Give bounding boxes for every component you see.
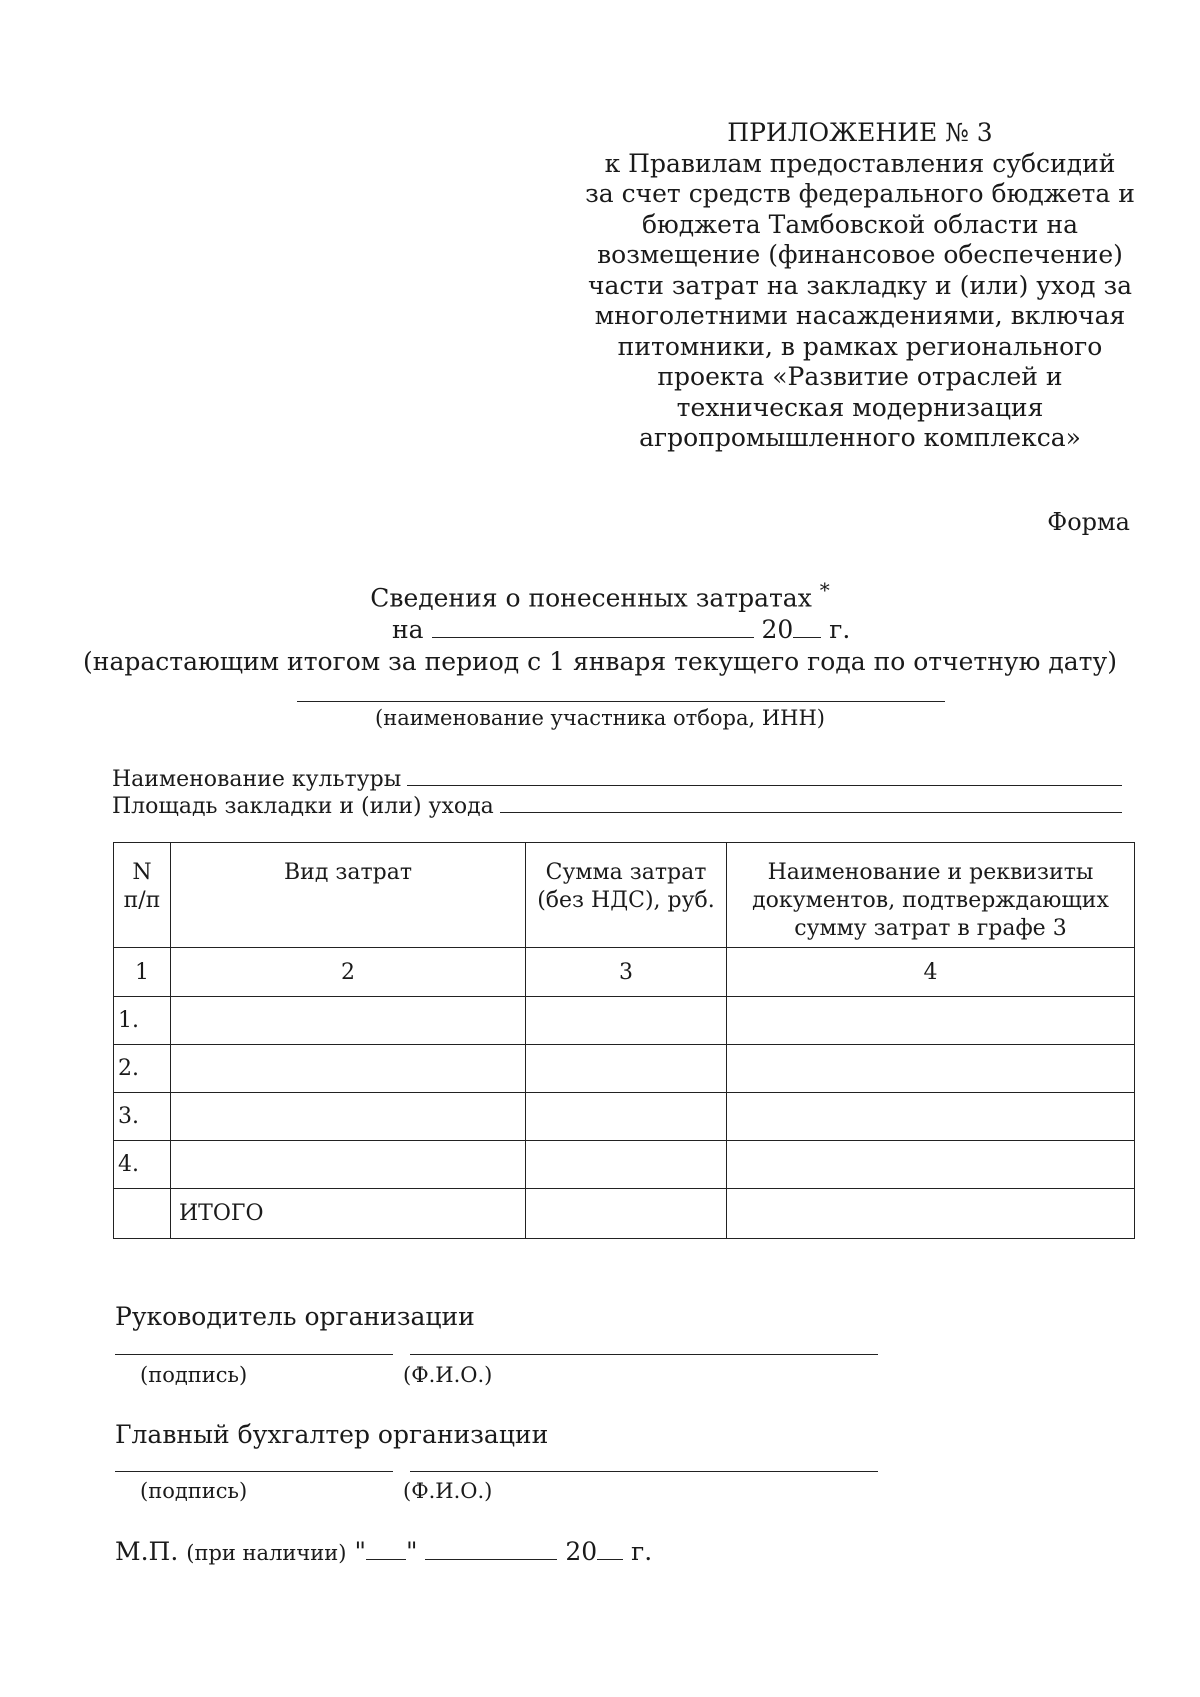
name-caption: (Ф.И.О.)	[403, 1479, 493, 1503]
date-blank[interactable]	[432, 613, 754, 638]
signature-caption: (подпись)	[140, 1479, 248, 1503]
stamp-year-blank[interactable]	[597, 1535, 623, 1560]
stamp-year-suffix: г.	[631, 1537, 653, 1566]
year-blank[interactable]	[793, 613, 821, 638]
header-cost-sum: Сумма затрат (без НДС), руб.	[526, 843, 727, 948]
table-header-row	[114, 843, 1135, 948]
period-note: (нарастающим итогом за период с 1 января текущего года по отчетную дату)	[83, 647, 1117, 676]
name-caption: (Ф.И.О.)	[403, 1363, 493, 1387]
date-suffix: г.	[829, 615, 851, 644]
appendix-line: ПРИЛОЖЕНИЕ № 3	[727, 118, 993, 147]
head-name-blank[interactable]	[410, 1354, 878, 1355]
row-number: 3.	[114, 1093, 171, 1141]
appendix-line: части затрат на закладку и (или) уход за	[587, 270, 1133, 300]
documents-cell[interactable]	[727, 1045, 1135, 1093]
cost-sum-cell[interactable]	[526, 1141, 727, 1189]
date-year: 20	[761, 615, 794, 644]
documents-cell[interactable]	[727, 1141, 1135, 1189]
culture-field	[112, 765, 1122, 792]
participant-blank[interactable]	[297, 701, 945, 702]
accountant-name-blank[interactable]	[410, 1471, 878, 1472]
footnote-star: *	[819, 578, 830, 602]
form-label: Форма	[1047, 508, 1130, 536]
date-prefix: на	[392, 615, 424, 644]
row-number: 4.	[114, 1141, 171, 1189]
quote-open: "	[354, 1537, 366, 1566]
stamp-mp: М.П.	[115, 1537, 179, 1566]
documents-cell[interactable]	[727, 997, 1135, 1045]
head-signature-blank[interactable]	[115, 1354, 393, 1355]
appendix-header	[580, 118, 1140, 454]
appendix-line: агропромышленного комплекса»	[639, 423, 1081, 452]
day-blank[interactable]	[366, 1535, 406, 1560]
cost-type-cell[interactable]	[171, 1045, 526, 1093]
cost-sum-cell[interactable]	[526, 1045, 727, 1093]
document-title	[0, 578, 1200, 612]
signature-caption: (подпись)	[140, 1363, 248, 1387]
area-blank[interactable]	[500, 792, 1122, 813]
total-sum-cell[interactable]	[526, 1189, 727, 1239]
area-field	[112, 792, 1122, 819]
appendix-line: за счет средств федерального бюджета и	[585, 179, 1135, 208]
total-label: ИТОГО	[171, 1189, 526, 1239]
accountant-signature-blank[interactable]	[115, 1471, 393, 1472]
row-number: 1.	[114, 997, 171, 1045]
header-documents: Наименование и реквизиты документов, подтверждающих сумму затрат в графе 3	[727, 843, 1135, 948]
cost-sum-cell[interactable]	[526, 997, 727, 1045]
accountant-signature-title: Главный бухгалтер организации	[115, 1420, 549, 1449]
table-row	[114, 1141, 1135, 1189]
head-signature-title: Руководитель организации	[115, 1302, 475, 1331]
table-row	[114, 1093, 1135, 1141]
cost-type-cell[interactable]	[171, 997, 526, 1045]
report-date-line	[392, 613, 850, 644]
total-documents-cell[interactable]	[727, 1189, 1135, 1239]
cost-sum-cell[interactable]	[526, 1093, 727, 1141]
row-number: 2.	[114, 1045, 171, 1093]
cost-type-cell[interactable]	[171, 1093, 526, 1141]
stamp-if-any: (при наличии)	[186, 1541, 347, 1565]
stamp-date-line	[115, 1535, 652, 1566]
table-row	[114, 997, 1135, 1045]
cost-type-cell[interactable]	[171, 1141, 526, 1189]
documents-cell[interactable]	[727, 1093, 1135, 1141]
costs-table	[113, 842, 1135, 1239]
culture-label: Наименование культуры	[112, 767, 402, 792]
area-label: Площадь закладки и (или) ухода	[112, 794, 494, 819]
appendix-line: питомники, в рамках регионального	[617, 331, 1103, 361]
month-blank[interactable]	[425, 1535, 557, 1560]
stamp-year-prefix: 20	[565, 1537, 598, 1566]
total-empty-cell	[114, 1189, 171, 1239]
column-number-row	[114, 948, 1135, 997]
appendix-line: многолетними насаждениями, включая	[594, 301, 1126, 330]
appendix-line: возмещение (финансовое обеспечение)	[597, 240, 1123, 269]
participant-caption: (наименование участника отбора, ИНН)	[375, 706, 825, 730]
title-text: Сведения о понесенных затратах	[370, 583, 812, 613]
appendix-line: к Правилам предоставления субсидий	[604, 148, 1116, 178]
appendix-line: техническая модернизация	[676, 392, 1044, 422]
appendix-line: проекта «Развитие отраслей и	[657, 362, 1063, 391]
header-cost-type: Вид затрат	[171, 843, 526, 948]
quote-close: "	[405, 1537, 418, 1566]
appendix-line: бюджета Тамбовской области на	[641, 209, 1079, 239]
column-number: 3	[526, 948, 727, 997]
total-row	[114, 1189, 1135, 1239]
column-number: 4	[727, 948, 1135, 997]
table-row	[114, 1045, 1135, 1093]
column-number: 2	[171, 948, 526, 997]
culture-blank[interactable]	[407, 765, 1122, 786]
header-number: N п/п	[114, 843, 171, 948]
column-number: 1	[114, 948, 171, 997]
